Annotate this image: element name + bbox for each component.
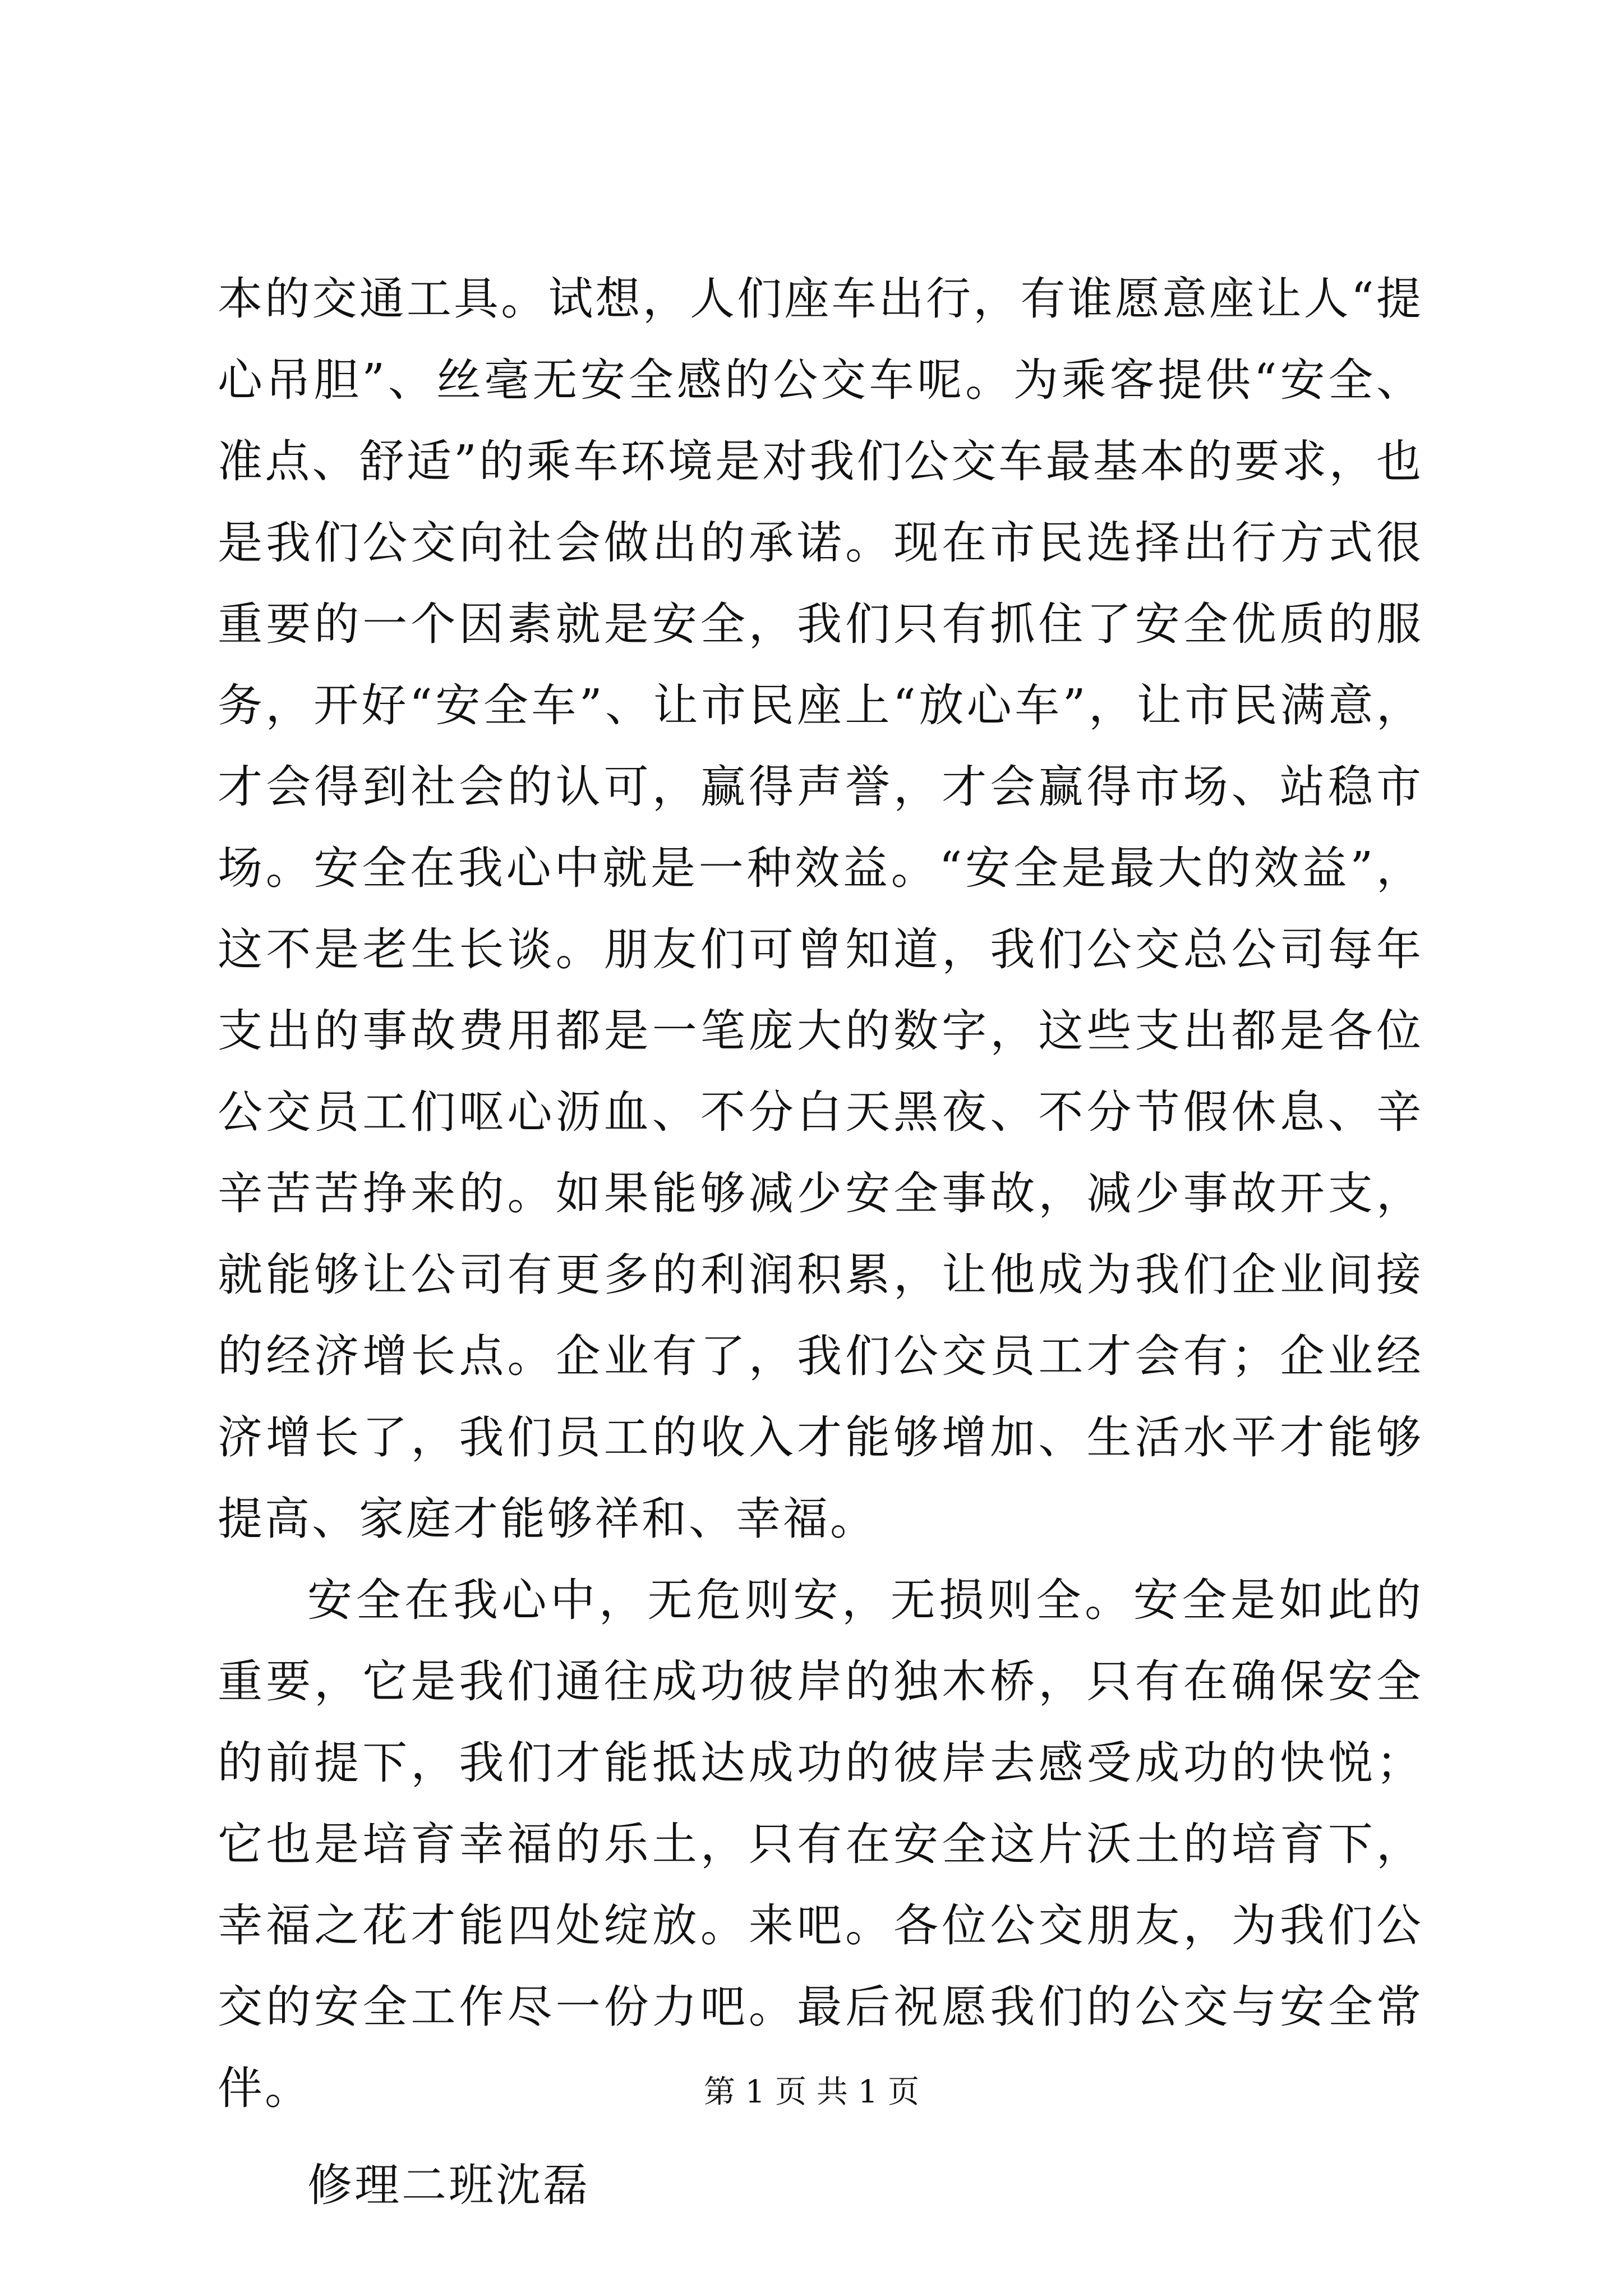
paragraph-conclusion: 安全在我心中，无危则安，无损则全。安全是如此的重要，它是我们通往成功彼岸的独木桥，只有在确保安全的前提下，我们才能抵达成功的彼岸去感受成功的快悦；它也是培育幸福的乐土，只有在安全这片沃土的培育下，幸福之花才能四处绽放。来吧。各位公交朋友，为我们公交的安全工作尽一份力吧。最后祝愿我们的公交与安全常伴。	[218, 1574, 1423, 2114]
author-signature: 修理二班沈磊	[307, 2159, 590, 2211]
paragraph-continued: 本的交通工具。试想，人们座车出行，有谁愿意座让人“提心吊胆”、丝毫无安全感的公交车呢。为乘客提供“安全、准点、舒适”的乘车环境是对我们公交车最基本的要求，也是我们公交向社会做出的承诺。现在市民选择出行方式很重要的一个因素就是安全，我们只有抓住了安全优质的服务，开好“安全车”、让市民座上“放心车”，让市民满意，才会得到社会的认可，赢得声誉，才会赢得市场、站稳市场。安全在我心中就是一种效益。“安全是最大的效益”，这不是老生长谈。朋友们可曾知道，我们公交总公司每年支出的事故费用都是一笔庞大的数字，这些支出都是各位公交员工们呕心沥血、不分白天黑夜、不分节假休息、辛辛苦苦挣来的。如果能够减少安全事故，减少事故开支，就能够让公司有更多的利润积累，让他成为我们企业间接的经济增长点。企业有了，我们公交员工才会有；企业经济增长了，我们员工的收入才能够增加、生活水平才能够提高、家庭才能够祥和、幸福。	[218, 273, 1423, 1545]
page-footer: 第 1 页 共 1 页	[703, 2074, 920, 2110]
body-text	[218, 258, 1423, 2226]
